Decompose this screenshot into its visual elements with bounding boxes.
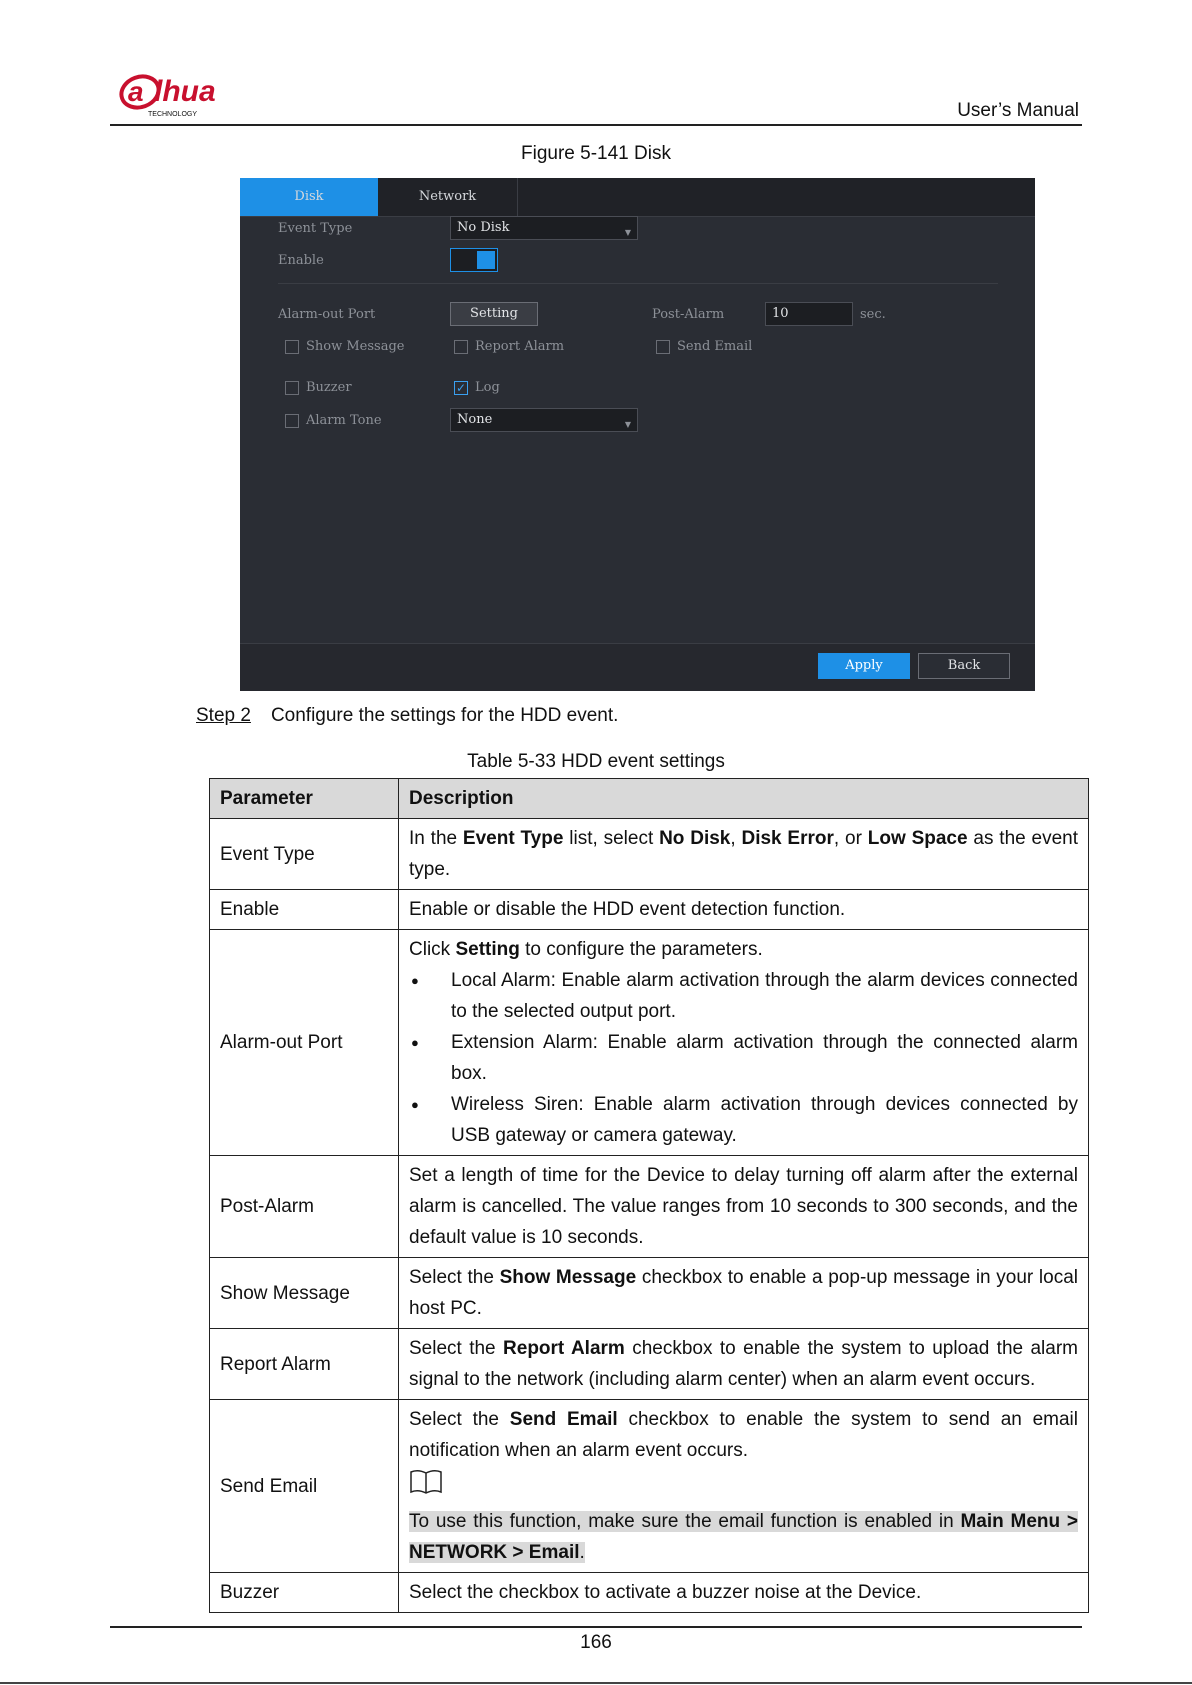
param-cell: Show Message: [210, 1258, 399, 1329]
hdd-event-settings-table: [209, 778, 1089, 1613]
back-button[interactable]: Back: [918, 653, 1010, 679]
bullet-item: ● Wireless Siren: Enable alarm activation through devices connected by USB gateway or camera gateway.: [409, 1089, 1078, 1151]
svg-text:TECHNOLOGY: TECHNOLOGY: [148, 111, 198, 118]
enable-toggle[interactable]: [450, 248, 498, 272]
buzzer-label: Buzzer: [306, 380, 352, 395]
send-email-label: Send Email: [677, 339, 753, 354]
bullet-item: ● Local Alarm: Enable alarm activation through the alarm devices connected to the selected output port.: [409, 965, 1078, 1027]
tab-network[interactable]: Network: [378, 178, 518, 216]
table-row: [210, 1258, 1089, 1329]
page-number: 166: [580, 1632, 612, 1653]
desc-cell: Select the Report Alarm checkbox to enable the system to upload the alarm signal to the network (including alarm center) when an alarm event occurs.: [399, 1329, 1089, 1400]
bottom-rule: [0, 1682, 1192, 1684]
note-book-icon: [409, 1468, 443, 1494]
disk-event-screenshot: [240, 178, 1035, 690]
table-row: [210, 1156, 1089, 1258]
step-text: Configure the settings for the HDD event.: [270, 705, 619, 726]
table-row: [210, 1573, 1089, 1613]
table-row: [210, 1400, 1089, 1573]
table-header-row: [210, 779, 1089, 819]
report-alarm-label: Report Alarm: [475, 339, 565, 354]
show-message-label: Show Message: [306, 339, 405, 354]
desc-cell: Set a length of time for the Device to delay turning off alarm after the external alarm is cancelled. The value ranges from 10 seconds to 300 seconds, and the default value is 10 seconds.: [399, 1156, 1089, 1258]
buzzer-checkbox[interactable]: [285, 381, 299, 395]
param-cell: Buzzer: [210, 1573, 399, 1613]
show-message-checkbox[interactable]: [285, 340, 299, 354]
table-caption: Table 5-33 HDD event settings: [467, 751, 725, 772]
desc-cell: Enable or disable the HDD event detection function.: [399, 890, 1089, 930]
svg-text:a: a: [128, 76, 144, 107]
dahua-logo: [118, 70, 258, 120]
bullet-list: [409, 965, 1078, 1151]
desc-cell: Select the Show Message checkbox to enable a pop-up message in your local host PC.: [399, 1258, 1089, 1329]
post-alarm-input[interactable]: 10: [765, 302, 853, 326]
header-rule: [110, 124, 1082, 126]
param-cell: Report Alarm: [210, 1329, 399, 1400]
table-row: [210, 1329, 1089, 1400]
param-cell: Enable: [210, 890, 399, 930]
post-alarm-unit: sec.: [860, 307, 886, 322]
log-label: Log: [475, 380, 500, 395]
alarm-out-port-label: Alarm-out Port: [278, 307, 376, 322]
footer-rule: [110, 1626, 1082, 1628]
manual-title: User’s Manual: [957, 100, 1079, 121]
desc-cell: Select the checkbox to activate a buzzer noise at the Device.: [399, 1573, 1089, 1613]
desc-cell: In the Event Type list, select No Disk, Disk Error, or Low Space as the event type.: [399, 819, 1089, 890]
tab-disk[interactable]: Disk: [240, 178, 378, 216]
table-row: [210, 890, 1089, 930]
event-type-select[interactable]: [450, 216, 638, 240]
send-email-checkbox[interactable]: [656, 340, 670, 354]
post-alarm-label: Post-Alarm: [652, 307, 725, 322]
note-text: To use this function, make sure the email function is enabled in Main Menu > NETWORK > Email.: [409, 1511, 1078, 1563]
svg-text:lhua: lhua: [154, 75, 216, 108]
checkmark-icon: ✓: [455, 381, 467, 395]
section-divider: [278, 283, 998, 284]
screenshot-footer: [240, 643, 1035, 691]
alarm-tone-checkbox[interactable]: [285, 414, 299, 428]
figure-caption: Figure 5-141 Disk: [521, 143, 671, 164]
setting-button[interactable]: Setting: [450, 302, 538, 326]
enable-label: Enable: [278, 253, 324, 268]
step-number: Step 2: [196, 705, 251, 726]
alarm-tone-label: Alarm Tone: [306, 413, 382, 428]
header-description: Description: [399, 779, 1089, 819]
report-alarm-checkbox[interactable]: [454, 340, 468, 354]
alarm-tone-select[interactable]: [450, 408, 638, 432]
apply-button[interactable]: Apply: [818, 653, 910, 679]
param-cell: Post-Alarm: [210, 1156, 399, 1258]
tab-bar: [240, 178, 1035, 217]
event-type-value: No Disk: [457, 220, 510, 235]
header-parameter: Parameter: [210, 779, 399, 819]
step-line: [196, 705, 618, 727]
param-cell: Send Email: [210, 1400, 399, 1573]
toggle-knob: [477, 251, 495, 269]
desc-cell: Select the Send Email checkbox to enable the system to send an email notification when an alarm event occurs. To use this function, make sure the email function is enabled in Main Menu > NETWORK > Email.: [399, 1400, 1089, 1573]
log-checkbox[interactable]: [454, 381, 468, 395]
param-cell: Alarm-out Port: [210, 930, 399, 1156]
desc-cell: Click Setting to configure the parameters. ● Local Alarm: Enable alarm activation through the alarm devices connected to the selected output port. ● Extension Alarm: Enable alarm activation through the connected alarm box. ● Wireless Siren: Enable alarm activation through devices connected by USB gateway or camera gateway.: [399, 930, 1089, 1156]
param-cell: Event Type: [210, 819, 399, 890]
table-row: [210, 819, 1089, 890]
event-type-label: Event Type: [278, 221, 353, 236]
bullet-item: ● Extension Alarm: Enable alarm activation through the connected alarm box.: [409, 1027, 1078, 1089]
table-row: [210, 930, 1089, 1156]
alarm-tone-value: None: [457, 412, 493, 427]
